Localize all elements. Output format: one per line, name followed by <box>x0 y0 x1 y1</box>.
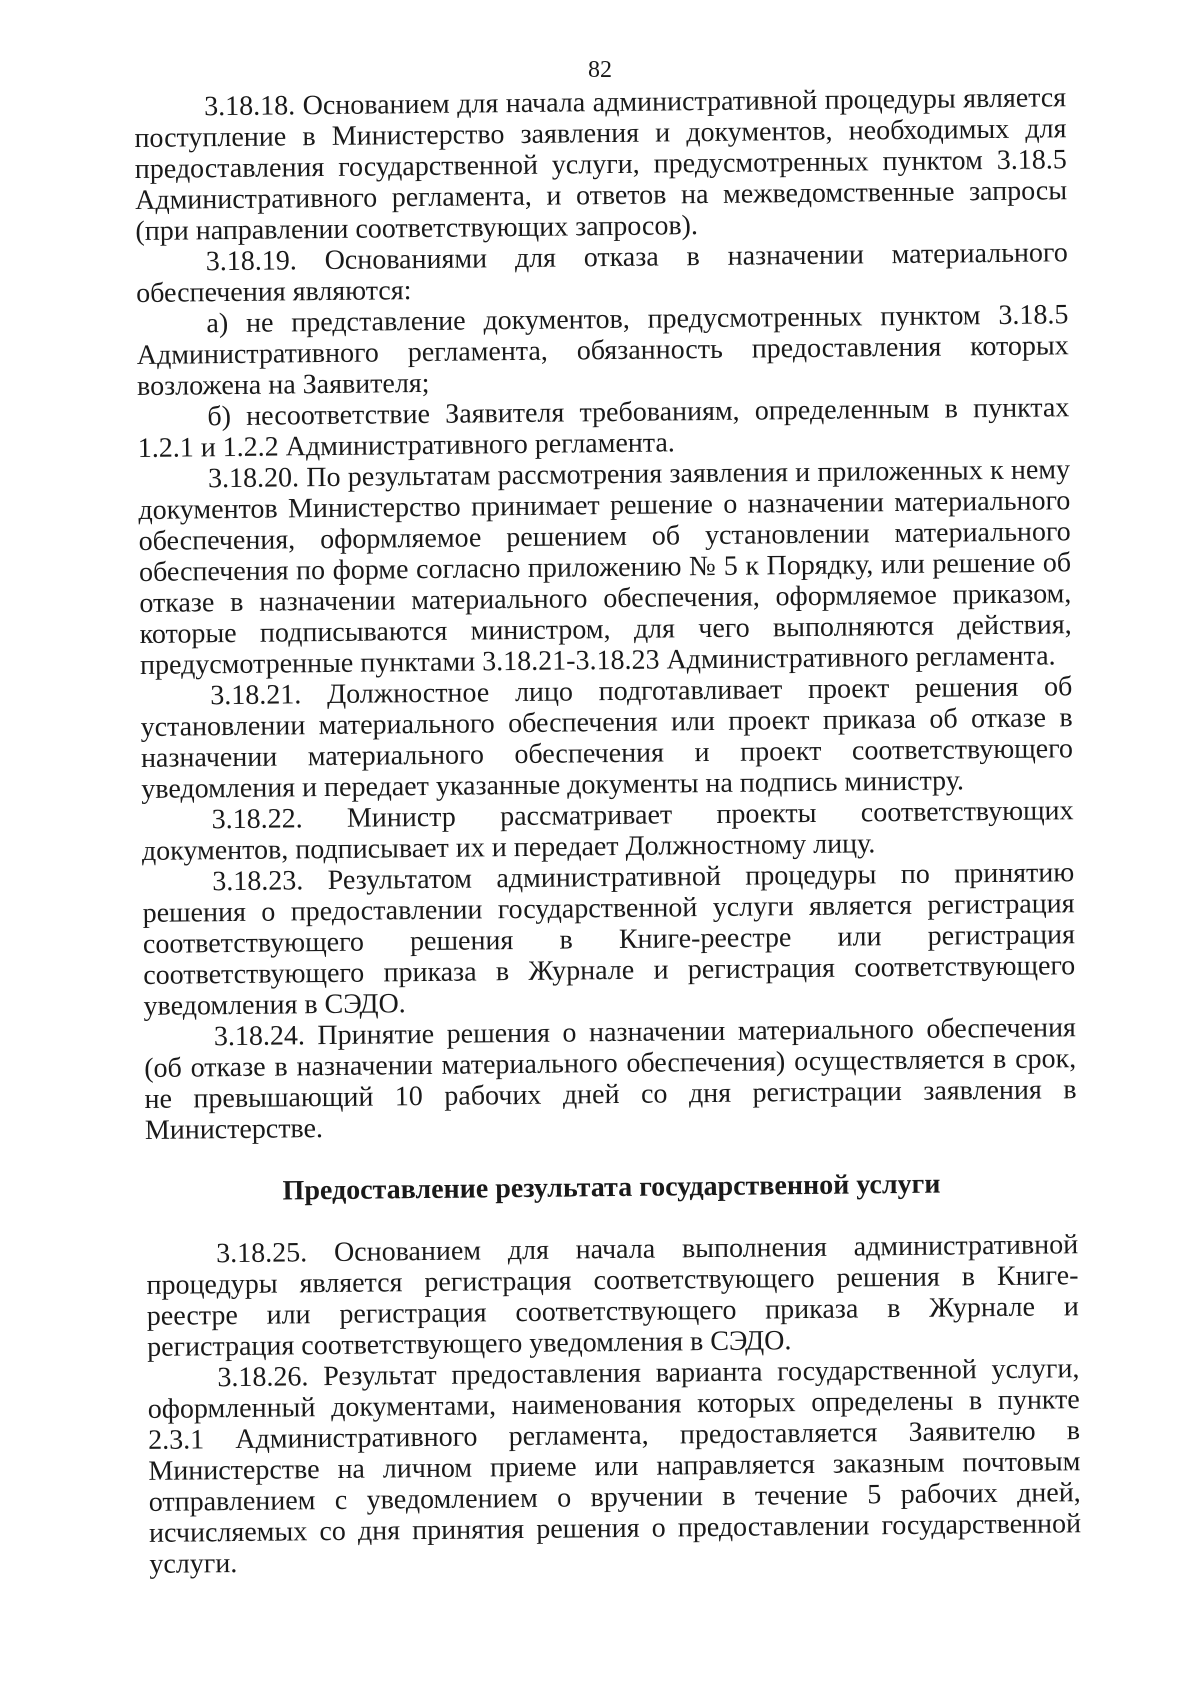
paragraph-3-18-23: 3.18.23. Результатом административной процедуры по принятию решения о предоставлении государственной услуги является регистрация соответствующего решения в Книге-реестре или регистрация соответствующего приказа в Журнале и регистрация соответствующего уведомления в СЭДО. <box>142 857 1076 1022</box>
paragraph-3-18-22: 3.18.22. Министр рассматривает проекты соответствующих документов, подписывает их и передает Должностному лицу. <box>141 795 1074 867</box>
paragraph-3-18-21: 3.18.21. Должностное лицо подготавливает проект решения об установлении материального обеспечения или проект приказа об отказе в назначении материального обеспечения и проект соответствующего уведомления и передает указанные документы на подпись министру. <box>140 671 1074 805</box>
paragraph-3-18-26: 3.18.26. Результат предоставления варианта государственной услуги, оформленный документами, наименования которых определены в пункте 2.3.1 Административного регламента, предоставляется Заявителю в Министерстве на личном приеме или направляется заказным почтовым отправлением с уведомлением о вручении в течение 5 рабочих дней, исчисляемых со дня принятия решения о предоставлении государственной услуги. <box>147 1353 1082 1580</box>
paragraph-3-18-19-a: а) не представление документов, предусмотренных пунктом 3.18.5 Административного регламента, обязанность предоставления которых возложена на Заявителя; <box>136 299 1069 402</box>
paragraph-3-18-19: 3.18.19. Основаниями для отказа в назначении материального обеспечения являются: <box>135 237 1068 309</box>
paragraph-3-18-25: 3.18.25. Основанием для начала выполнения административной процедуры является регистрация соответствующего решения в Книге-реестре или регистрация соответствующего приказа в Журнале и регистрация соответствующего уведомления в СЭДО. <box>146 1229 1079 1363</box>
paragraph-3-18-20: 3.18.20. По результатам рассмотрения заявления и приложенных к нему документов Министерство принимает решение о назначении материального обеспечения, оформляемое решением об установлении материального обеспечения по форме согласно приложению № 5 к Порядку, или решение об отказе в назначении материального обеспечения, оформляемое приказом, которые подписываются министром, для чего выполняются действия, предусмотренные пунктами 3.18.21-3.18.23 Административного регламента. <box>138 454 1072 681</box>
section-heading: Предоставление результата государственной услуги <box>282 1168 941 1207</box>
paragraph-3-18-18: 3.18.18. Основанием для начала административной процедуры является поступление в Министерство заявления и документов, необходимых для предоставления государственной услуги, предусмотренных пунктом 3.18.5 Административного регламента, и ответов на межведомственные запросы (при направлении соответствующих запросов). <box>134 82 1068 247</box>
paragraph-3-18-19-b: б) несоответствие Заявителя требованиям, определенным в пунктах 1.2.1 и 1.2.2 Административного регламента. <box>137 392 1070 464</box>
paragraph-3-18-24: 3.18.24. Принятие решения о назначении материального обеспечения (об отказе в назначении материального обеспечения) осуществляется в срок, не превышающий 10 рабочих дней со дня регистрации заявления в Министерстве. <box>144 1012 1077 1146</box>
page-number: 82 <box>588 57 612 83</box>
document-body <box>134 82 1082 1580</box>
